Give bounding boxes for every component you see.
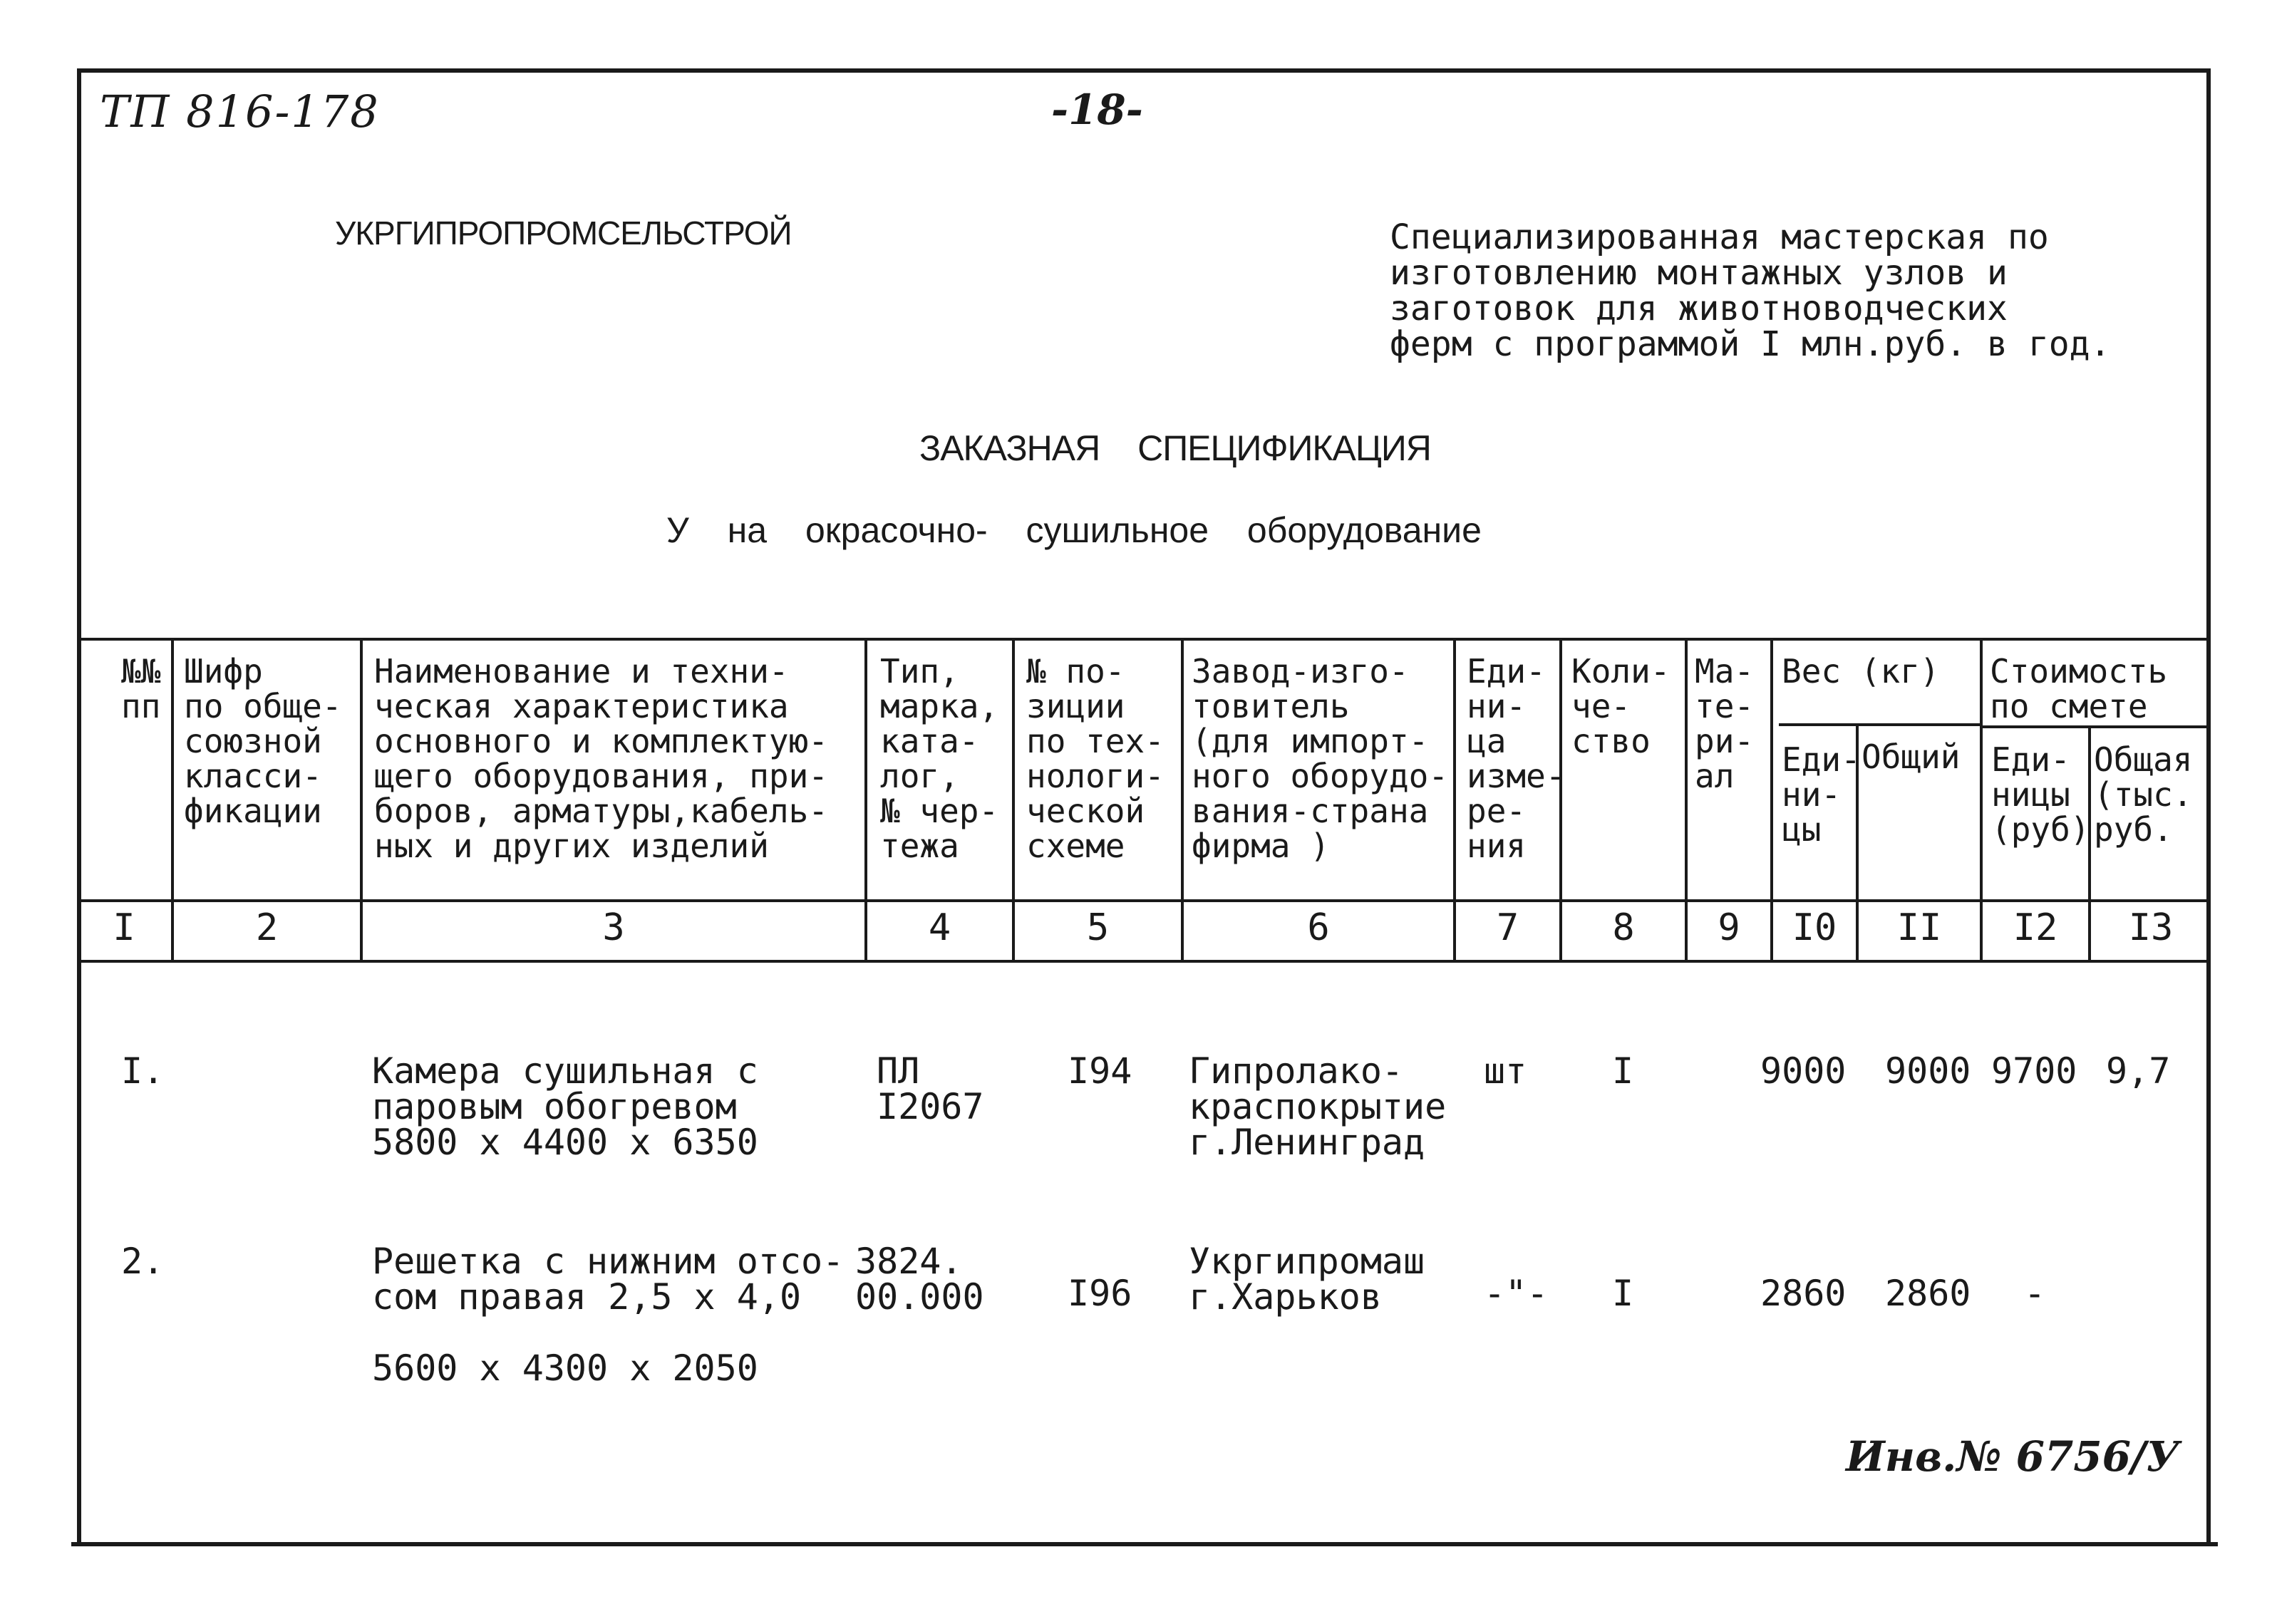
column-number-10: I0 (1792, 906, 1837, 949)
table-top-line (77, 638, 2211, 641)
item-unit: -"- (1484, 1273, 1549, 1314)
header-unit: Еди- ни- ца изме- ре- ния (1467, 652, 1566, 865)
item-weight-total: 9000 (1885, 1050, 1971, 1092)
document-code: ТП 816-178 (100, 86, 380, 138)
column-number-11: II (1896, 906, 1942, 949)
item-weight-unit: 2860 (1760, 1273, 1847, 1314)
item-quantity: I (1612, 1050, 1634, 1092)
header-cost-total: Общая (тыс. руб. (2094, 740, 2193, 849)
item-weight-total: 2860 (1885, 1273, 1971, 1314)
item-cost-unit: 9700 (1991, 1050, 2077, 1092)
header-cost-group: Стоимость по смете (1990, 652, 2168, 725)
item-cost-unit: - (2024, 1273, 2046, 1314)
header-weight-total: Общий (1862, 738, 1961, 776)
column-number-6: 6 (1307, 906, 1330, 949)
document-subtitle: Специализированная мастерская по изготовлению монтажных узлов и заготовок для животноводческих ферм с программой I млн.руб. в год. (1390, 217, 2111, 364)
item-unit: шт (1484, 1050, 1527, 1092)
item-name: Камера сушильная с паровым обогревом 5800 х 4400 х 6350 (372, 1050, 758, 1163)
header-code: Шифр по обще- союзной класси- фикации (184, 652, 342, 830)
item-manufacturer: Укргипромаш г.Харьков (1189, 1241, 1425, 1318)
colnum-bottom-line (77, 960, 2211, 963)
column-number-2: 2 (255, 906, 279, 949)
inventory-stamp: Инв.№ 6756/У (1846, 1432, 2180, 1481)
column-number-1: I (113, 906, 135, 949)
row-number: 2. (121, 1241, 165, 1282)
document-subject: У на окрасочно- сушильное оборудование (666, 510, 1482, 550)
header-material: Ма- те- ри- ал (1695, 652, 1755, 795)
header-quantity: Коли- че- ство (1571, 652, 1671, 760)
item-name: Решетка с нижним отсо- сом правая 2,5 х 4,0 5600 х 4300 х 2050 (372, 1241, 845, 1389)
item-weight-unit: 9000 (1760, 1050, 1847, 1092)
header-cost-unit: Еди- ницы (руб) (1991, 740, 2090, 849)
column-number-13: I3 (2128, 906, 2174, 949)
organization-name: УКРГИПРОПРОМСЕЛЬСТРОЙ (335, 214, 792, 252)
column-number-4: 4 (928, 906, 951, 949)
header-bottom-line (77, 899, 2211, 902)
header-position: № по- зиции по тех- нологи- ческой схеме (1026, 652, 1165, 865)
header-name: Наименование и техни- ческая характеристика основного и комплектую- щего оборудования, при- боров, арматуры,кабель- ных и других изделий (374, 652, 828, 865)
header-type: Тип, марка, ката- лог, № чер- тежа (880, 652, 999, 865)
column-number-5: 5 (1086, 906, 1110, 949)
column-number-9: 9 (1718, 906, 1740, 949)
column-number-7: 7 (1496, 906, 1519, 949)
header-manufacturer: Завод-изго- товитель (для импорт- ного оборудо- вания-страна фирма ) (1192, 652, 1449, 865)
frame-bottom-line (71, 1542, 2218, 1546)
row-number: I. (121, 1050, 165, 1092)
column-number-3: 3 (602, 906, 625, 949)
cost-group-line (1980, 725, 2211, 728)
column-number-8: 8 (1612, 906, 1635, 949)
item-manufacturer: Гипролако- краспокрытие г.Ленинград (1189, 1050, 1447, 1163)
item-type: ПЛ I2067 (877, 1050, 984, 1127)
item-position: I94 (1068, 1050, 1132, 1092)
header-weight-group: Вес (кг) (1782, 652, 1940, 691)
page-number: -18- (1051, 86, 1143, 134)
column-number-12: I2 (2013, 906, 2058, 949)
item-type: 3824. 00.000 (855, 1241, 984, 1318)
item-cost-total: 9,7 (2106, 1050, 2171, 1092)
item-position: I96 (1068, 1273, 1132, 1314)
document-title: ЗАКАЗНАЯ СПЕЦИФИКАЦИЯ (919, 428, 1431, 468)
item-quantity: I (1612, 1273, 1634, 1314)
header-weight-unit: Еди- ни- цы (1782, 740, 1861, 849)
weight-group-line (1779, 723, 1980, 726)
header-num: №№ пп (121, 652, 161, 725)
